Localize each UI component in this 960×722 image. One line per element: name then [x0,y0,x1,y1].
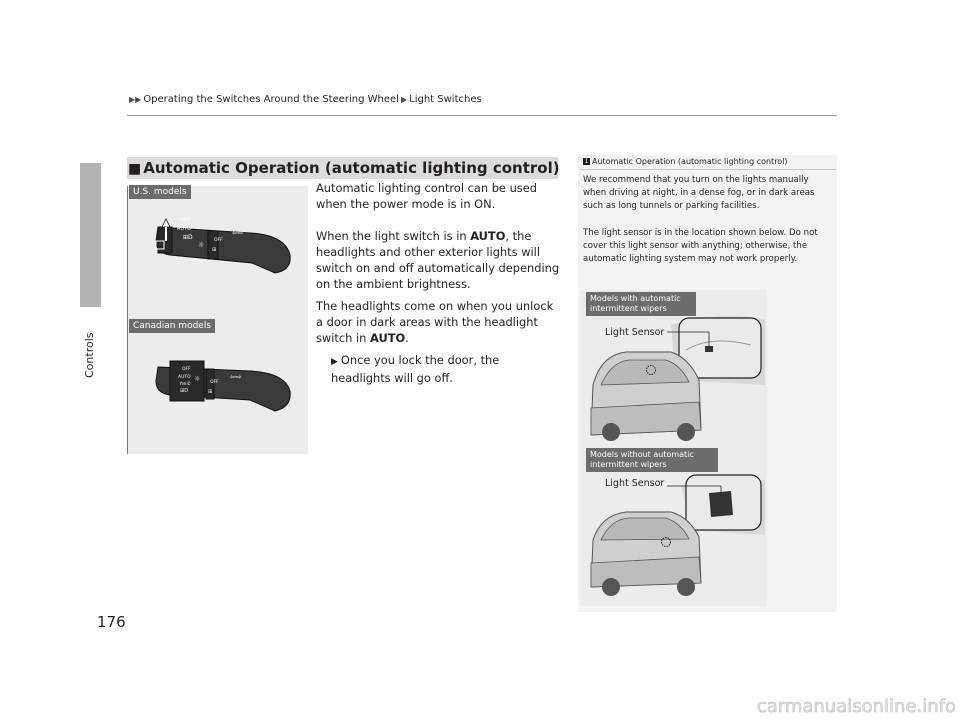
para2-auto: AUTO [470,229,506,243]
auto-wipers-tag: Models with automatic intermittent wipers [586,292,696,316]
watermark-text: carmanualsonline.info [756,696,956,717]
auto-switch-paragraph [316,228,561,292]
note-paragraph-2: The light sensor is in the location shown below. Do not cover this light sensor with anything; otherwise, the automatic lighting system may not work properly. [583,228,818,264]
svg-text:⊞: ⊞ [212,247,217,253]
no-auto-wipers-tag: Models without automatic intermittent wipers [586,448,718,472]
note-title [583,157,788,166]
breadcrumb-arrow-icon: ▶▶ [129,95,142,104]
svg-text:⇦⇨: ⇦⇨ [230,373,242,381]
svg-text:ℏ≡©: ℏ≡© [180,218,192,223]
svg-text:⊞D: ⊞D [180,388,189,394]
us-models-tag: U.S. models [129,185,191,199]
para2-text: When the light switch is in [316,229,471,243]
svg-text:⊞: ⊞ [208,389,213,395]
breadcrumb-item-2[interactable]: Light Switches [409,94,482,105]
section-header [127,157,558,179]
unlock-paragraph [316,298,561,346]
light-sensor-label: Light Sensor [605,478,665,489]
header-divider [127,115,837,116]
arrow-icon: ▶ [331,357,338,367]
note-title-text: Automatic Operation (automatic lighting control) [592,157,788,166]
lock-subnote-text: Once you lock the door, the headlights will go off. [331,353,500,385]
side-tab-label: Controls [83,332,96,378]
section-square-icon: ■ [128,161,142,177]
canada-switch-label-auto: AUTO [178,375,191,380]
page-number: 176 [97,613,126,631]
section-title: Automatic Operation (automatic lighting control) [143,159,560,177]
canada-switch-label-off-2: OFF [210,380,219,385]
lock-subnote [331,352,561,386]
para3-text-end: . [405,331,409,345]
light-sensor-label: Light Sensor [605,327,665,338]
canada-light-switch-lever [150,345,300,420]
para3-text: The headlights come on when you unlock a door in dark areas with the headlight switch in [316,299,554,345]
us-light-switch-lever [150,205,300,280]
note-divider [580,169,836,170]
svg-text:☼: ☼ [198,241,205,249]
svg-text:⊞D: ⊞D [183,234,193,241]
svg-text:ℏ≡©: ℏ≡© [180,382,192,387]
svg-text:☼: ☼ [194,375,201,383]
svg-text:⇦⇨: ⇦⇨ [232,229,244,237]
us-switch-label-auto: AUTO [177,226,192,232]
us-switch-label-off: OFF [214,238,223,243]
note-icon: 1 [584,158,589,165]
para3-auto: AUTO [370,331,406,345]
breadcrumb-arrow-icon: ▶ [400,95,408,104]
para2-text-end: , the headlights and other exterior lights will switch on and off automatically depending on the ambient brightness. [316,229,560,291]
intro-paragraph: Automatic lighting control can be used when the power mode is in ON. [316,181,537,211]
canada-switch-label-off: OFF [182,367,191,372]
note-paragraph-1: We recommend that you turn on the lights manually when driving at night, in a dense fog, or in dark areas such as long tunnels or parking facilities. [583,175,815,211]
side-tab [80,163,101,306]
side-tab-divider [80,306,101,307]
breadcrumb-item-1[interactable]: Operating the Switches Around the Steering Wheel [143,94,399,105]
breadcrumb [127,94,482,105]
watermark [620,690,960,722]
canada-models-tag: Canadian models [129,319,215,333]
